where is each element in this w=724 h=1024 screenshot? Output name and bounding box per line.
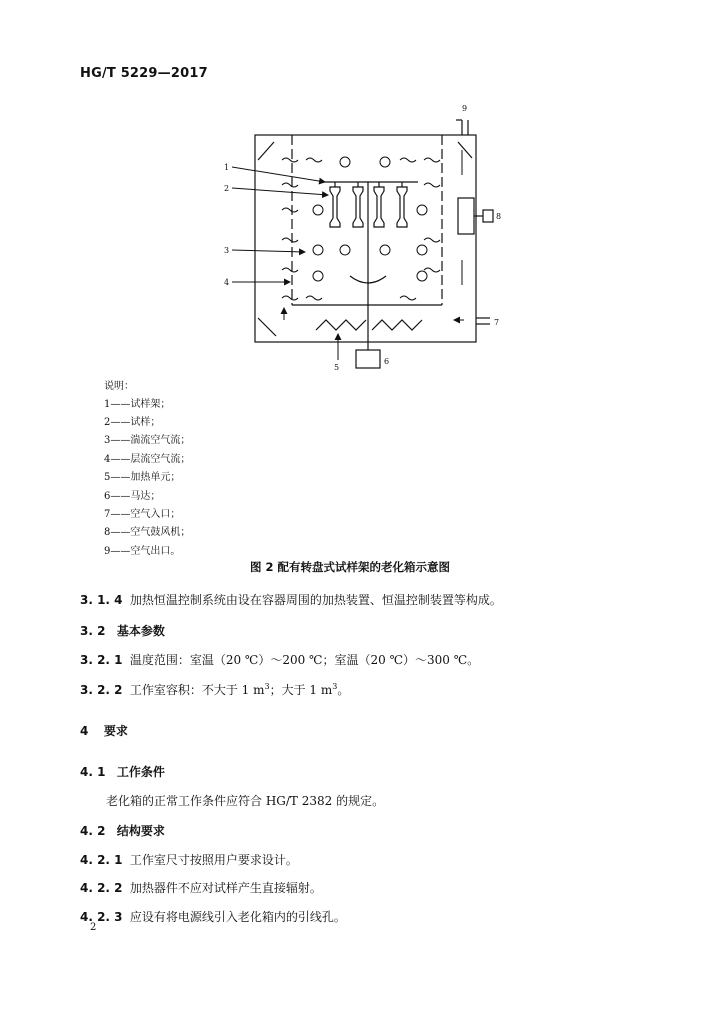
legend-title: 说明： xyxy=(104,381,134,392)
clause-number: 4. 2. 1 xyxy=(80,853,123,867)
legend-item: 3——湍流空气流； xyxy=(104,435,191,446)
clause-number: 4 xyxy=(80,724,89,738)
clause-3-2-1 xyxy=(80,651,479,668)
clause-number: 4. 1 xyxy=(80,765,106,779)
clause-4-2-3 xyxy=(80,908,346,925)
callout-3: 3 xyxy=(224,246,230,255)
clause-title: 结构要求 xyxy=(116,824,165,838)
legend-item: 2——试样； xyxy=(104,417,161,428)
clause-4 xyxy=(80,722,128,739)
blower-box xyxy=(458,198,474,234)
aging-oven-diagram xyxy=(200,95,520,375)
page-number: 2 xyxy=(90,922,97,933)
clause-text: 应设有将电源线引入老化箱内的引线孔。 xyxy=(129,910,346,924)
legend-item: 1——试样架； xyxy=(104,399,171,410)
clause-title: 工作条件 xyxy=(116,765,165,779)
callout-7: 7 xyxy=(494,318,500,327)
clause-text: 加热器件不应对试样产生直接辐射。 xyxy=(129,881,322,895)
clause-4-1-body: 老化箱的正常工作条件应符合 HG/T 2382 的规定。 xyxy=(106,794,385,808)
clause-number: 3. 2. 2 xyxy=(80,683,123,697)
clause-title: 要求 xyxy=(103,724,128,738)
clause-4-2-2 xyxy=(80,879,322,896)
clause-number: 3. 1. 4 xyxy=(80,593,123,607)
clause-text: 工作室容积：不大于 1 m xyxy=(129,683,265,697)
clause-text: 工作室尺寸按照用户要求设计。 xyxy=(129,853,298,867)
clause-title: 基本参数 xyxy=(116,624,165,638)
clause-text: ；大于 1 m xyxy=(269,683,333,697)
figure-caption: 图 2 配有转盘式试样架的老化箱示意图 xyxy=(250,560,451,574)
callout-2: 2 xyxy=(224,184,230,193)
clause-number: 3. 2. 1 xyxy=(80,653,123,667)
clause-4-2 xyxy=(80,822,165,839)
callout-9: 9 xyxy=(462,104,468,113)
callout-4: 4 xyxy=(224,278,230,287)
legend-item: 8——空气鼓风机； xyxy=(104,527,191,538)
clause-number: 4. 2. 2 xyxy=(80,881,123,895)
callout-5: 5 xyxy=(334,363,340,372)
clause-4-2-1 xyxy=(80,851,298,868)
clause-3-1-4 xyxy=(80,591,502,608)
callout-1: 1 xyxy=(224,163,230,172)
callout-6: 6 xyxy=(384,357,390,366)
motor-box xyxy=(356,350,380,368)
clause-text: 。 xyxy=(337,683,350,697)
legend-item: 5——加热单元； xyxy=(104,472,181,483)
clause-number: 4. 2. 3 xyxy=(80,910,123,924)
superscript: 3 xyxy=(264,682,270,691)
clause-3-2-2 xyxy=(80,681,349,698)
superscript: 3 xyxy=(332,682,338,691)
legend-item: 7——空气入口； xyxy=(104,509,181,520)
clause-number: 3. 2 xyxy=(80,624,106,638)
clause-text: 加热恒温控制系统由设在容器周围的加热装置、恒温控制装置等构成。 xyxy=(129,593,502,607)
legend-item: 4——层流空气流； xyxy=(104,454,191,465)
clause-4-1 xyxy=(80,763,165,780)
clause-3-2 xyxy=(80,622,165,639)
legend-item: 6——马达； xyxy=(104,491,161,502)
callout-8: 8 xyxy=(496,212,502,221)
legend-item: 9——空气出口。 xyxy=(104,546,181,557)
standard-code-header: HG/T 5229—2017 xyxy=(80,66,208,81)
clause-number: 4. 2 xyxy=(80,824,106,838)
clause-text: 温度范围：室温（20 ℃）～200 ℃；室温（20 ℃）～300 ℃。 xyxy=(129,653,480,667)
